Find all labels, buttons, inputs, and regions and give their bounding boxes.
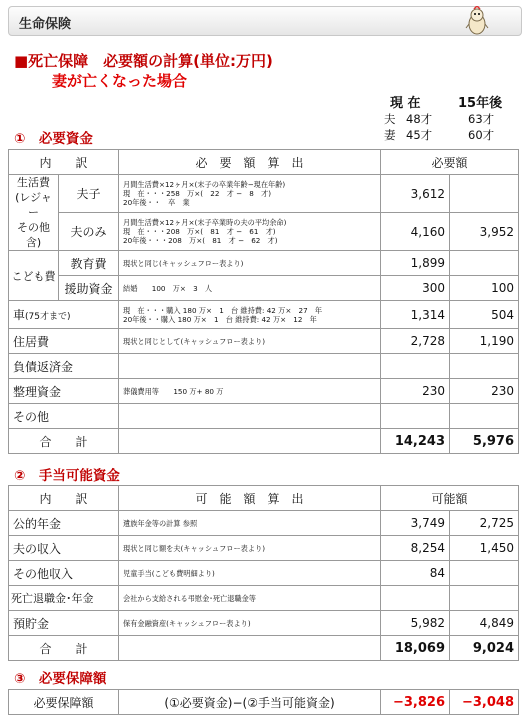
- calc-cell: 現状と同じとして(キャッシュフロー表より): [119, 329, 381, 354]
- amount-later: 1,450: [450, 536, 519, 561]
- section-required-title: ③ 必要保障額: [14, 671, 107, 687]
- amount-now: 1,899: [381, 251, 450, 276]
- amount-later: [450, 354, 519, 379]
- calc-cell: 保有金融資産(キャッシュフロー表より): [119, 611, 381, 636]
- amount-now: 8,254: [381, 536, 450, 561]
- husband-age-later: 63才: [468, 112, 495, 126]
- available-header-row: [9, 486, 519, 511]
- row-label: 死亡退職金･年金: [9, 586, 119, 611]
- amount-later: [450, 586, 519, 611]
- amount-later: 4,849: [450, 611, 519, 636]
- amount-now: [381, 404, 450, 429]
- page-title: ■死亡保障 必要額の計算(単位:万円): [14, 52, 273, 70]
- total-row: [9, 636, 519, 661]
- husband-label: 夫: [384, 112, 396, 126]
- amount-now: 84: [381, 561, 450, 586]
- col-header-item: 内 訳: [9, 486, 119, 511]
- needs-header-row: [9, 150, 519, 175]
- amount-now: 230: [381, 379, 450, 404]
- calc-cell: 葬儀費用等 150 万+ 80 万: [119, 379, 381, 404]
- row-label: 車(75才まで): [9, 301, 119, 329]
- amount-later: 100: [450, 276, 519, 301]
- row-label: 預貯金: [9, 611, 119, 636]
- amount-later: [450, 251, 519, 276]
- total-now: 18,069: [381, 636, 450, 661]
- amount-now: 300: [381, 276, 450, 301]
- col-header-amount: 必要額: [381, 150, 519, 175]
- row-label: 援助資金: [59, 276, 119, 301]
- calc-cell: 結婚 100 万× 3 人: [119, 276, 381, 301]
- wife-age-now: 45才: [406, 128, 433, 142]
- header-title: 生命保険: [19, 17, 72, 32]
- calc-cell: [119, 354, 381, 379]
- table-row: [9, 511, 519, 536]
- calc-cell: 月間生活費×12ヶ月×(末子卒業時の夫の平均余命) 現 在・・・208 万×( 81 才 − 61 才) 20年後・・・208 万×( 81 才 − 62 才): [119, 213, 381, 251]
- table-row: [9, 561, 519, 586]
- required-row: [9, 690, 519, 715]
- calc-cell: 現 在・・・購入 180 万× 1 台 維持費: 42 万× 27 年 20年後・・購入 180 万× 1 台 維持費: 42 万× 12 年: [119, 301, 381, 329]
- required-label: 必要保障額: [9, 690, 119, 715]
- table-row: [9, 354, 519, 379]
- app-header: [8, 6, 522, 36]
- table-row: [9, 536, 519, 561]
- children-label: こども費: [9, 251, 59, 301]
- amount-now: 3,749: [381, 511, 450, 536]
- calc-cell: 月間生活費×12ヶ月×(末子の卒業年齢−現在年齢) 現 在・・・258 万×( 22 才 − 8 才) 20年後・・ 卒 業: [119, 175, 381, 213]
- required-formula: (①必要資金)−(②手当可能資金): [119, 690, 381, 715]
- col-header-calc: 可 能 額 算 出: [119, 486, 381, 511]
- amount-later: [450, 175, 519, 213]
- calc-cell: 会社から支給される弔慰金･死亡退職金等: [119, 586, 381, 611]
- row-label: 整理資金: [9, 379, 119, 404]
- table-row: [9, 586, 519, 611]
- table-row: [9, 175, 519, 213]
- calc-cell: [119, 636, 381, 661]
- calc-cell: 児童手当(こども費明細より): [119, 561, 381, 586]
- table-row: [9, 276, 519, 301]
- table-row: [9, 213, 519, 251]
- wife-label: 妻: [384, 128, 396, 142]
- total-later: 5,976: [450, 429, 519, 454]
- age-now-header: 現 在: [390, 96, 421, 111]
- row-label: その他: [9, 404, 119, 429]
- calc-cell: [119, 404, 381, 429]
- row-label: 教育費: [59, 251, 119, 276]
- total-now: 14,243: [381, 429, 450, 454]
- amount-now: 5,982: [381, 611, 450, 636]
- amount-later: 3,952: [450, 213, 519, 251]
- amount-later: 1,190: [450, 329, 519, 354]
- needs-table: [8, 149, 519, 454]
- row-label: 夫のみ: [59, 213, 119, 251]
- row-label: 住居費: [9, 329, 119, 354]
- table-row: [9, 251, 519, 276]
- row-label: 公的年金: [9, 511, 119, 536]
- col-header-item: 内 訳: [9, 150, 119, 175]
- total-later: 9,024: [450, 636, 519, 661]
- husband-age-now: 48才: [406, 112, 433, 126]
- table-row: [9, 379, 519, 404]
- row-label: 夫の収入: [9, 536, 119, 561]
- table-row: [9, 329, 519, 354]
- required-table: [8, 689, 519, 715]
- amount-later: 504: [450, 301, 519, 329]
- amount-now: 4,160: [381, 213, 450, 251]
- total-label: 合 計: [9, 429, 119, 454]
- age-later-header: 15年後: [458, 96, 503, 111]
- page-subtitle: 妻が亡くなった場合: [52, 72, 188, 90]
- row-label: 負債返済金: [9, 354, 119, 379]
- amount-now: 3,612: [381, 175, 450, 213]
- required-later: −3,048: [450, 690, 519, 715]
- col-header-calc: 必 要 額 算 出: [119, 150, 381, 175]
- amount-later: [450, 561, 519, 586]
- row-label: その他収入: [9, 561, 119, 586]
- amount-later: 230: [450, 379, 519, 404]
- amount-now: 2,728: [381, 329, 450, 354]
- available-table: [8, 485, 519, 661]
- amount-now: [381, 586, 450, 611]
- amount-now: 1,314: [381, 301, 450, 329]
- row-label: 夫子: [59, 175, 119, 213]
- table-row: [9, 611, 519, 636]
- section-needs-title: ① 必要資金: [14, 131, 93, 147]
- section-available-title: ② 手当可能資金: [14, 468, 120, 484]
- living-label: 生活費 (レジャー その他 含): [9, 175, 59, 251]
- amount-now: [381, 354, 450, 379]
- wife-age-later: 60才: [468, 128, 495, 142]
- amount-later: 2,725: [450, 511, 519, 536]
- mascot-icon: [465, 6, 489, 36]
- calc-cell: 現状と同じ額を夫(キャッシュフロー表より): [119, 536, 381, 561]
- table-row: [9, 404, 519, 429]
- total-row: [9, 429, 519, 454]
- calc-cell: 現状と同じ(キャッシュフロー表より): [119, 251, 381, 276]
- calc-cell: [119, 429, 381, 454]
- col-header-amount: 可能額: [381, 486, 519, 511]
- amount-later: [450, 404, 519, 429]
- total-label: 合 計: [9, 636, 119, 661]
- calc-cell: 遺族年金等の計算 参照: [119, 511, 381, 536]
- table-row: [9, 301, 519, 329]
- required-now: −3,826: [381, 690, 450, 715]
